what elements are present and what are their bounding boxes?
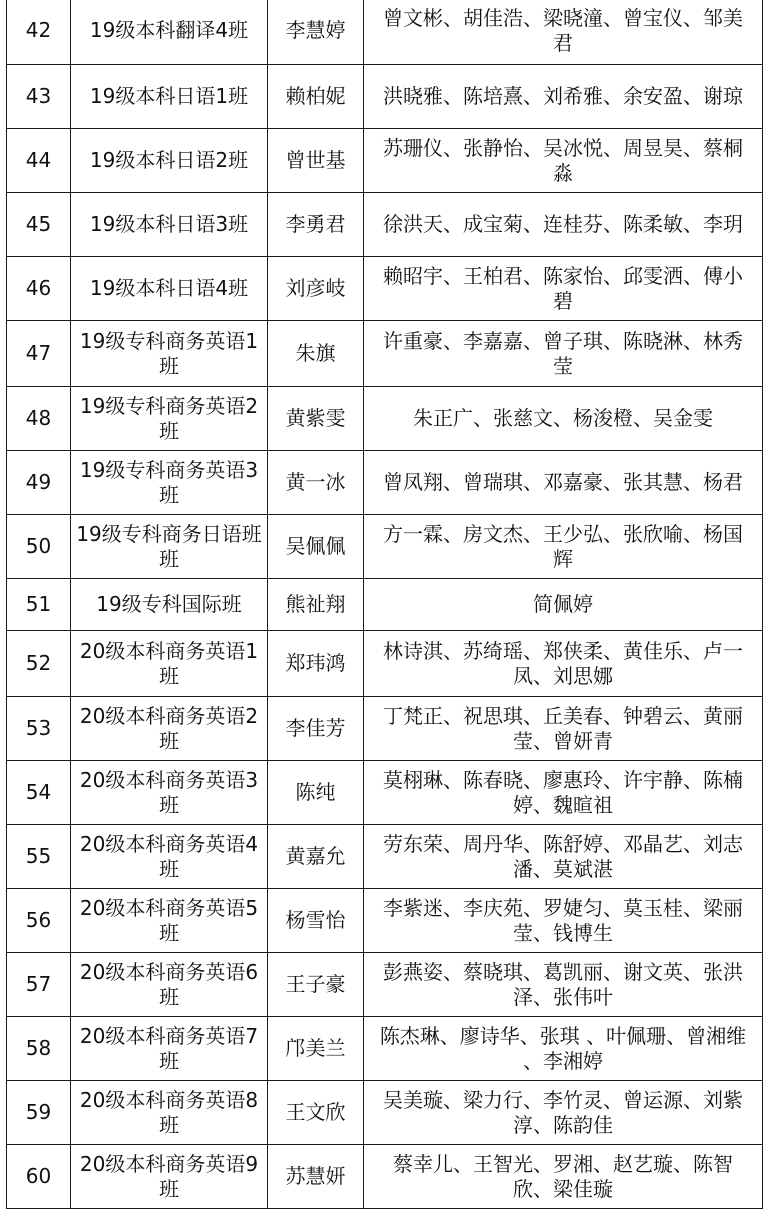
class-name-cell: 19级专科商务英语3班 — [71, 451, 268, 515]
members-cell: 丁梵正、祝思琪、丘美春、钟碧云、黄丽莹、曾妍青 — [364, 697, 763, 761]
leader-name-cell: 熊祉翔 — [268, 579, 364, 631]
leader-name-cell: 陈纯 — [268, 761, 364, 825]
row-number-cell: 42 — [7, 0, 71, 65]
table-row — [7, 387, 763, 451]
leader-name-cell: 吴佩佩 — [268, 515, 364, 579]
class-name-cell: 19级本科日语4班 — [71, 257, 268, 321]
table-row — [7, 953, 763, 1017]
row-number-cell: 58 — [7, 1017, 71, 1081]
members-cell: 吴美璇、梁力行、李竹灵、曾运源、刘紫淳、陈韵佳 — [364, 1081, 763, 1145]
members-cell: 徐洪天、成宝菊、连桂芬、陈柔敏、李玥 — [364, 193, 763, 257]
members-cell: 朱正广、张慈文、杨浚橙、吴金雯 — [364, 387, 763, 451]
leader-name-cell: 苏慧妍 — [268, 1145, 364, 1209]
leader-name-cell: 黄一冰 — [268, 451, 364, 515]
table-row — [7, 515, 763, 579]
members-cell: 彭燕姿、蔡晓琪、葛凯丽、谢文英、张洪泽、张伟叶 — [364, 953, 763, 1017]
members-cell: 洪晓雅、陈培熹、刘希雅、余安盈、谢琼 — [364, 65, 763, 129]
class-name-cell: 19级本科翻译4班 — [71, 0, 268, 65]
table-row — [7, 889, 763, 953]
members-cell: 莫栩琳、陈春晓、廖惠玲、许宇静、陈楠婷、魏暄祖 — [364, 761, 763, 825]
row-number-cell: 45 — [7, 193, 71, 257]
table-row — [7, 1017, 763, 1081]
class-name-cell: 19级本科日语1班 — [71, 65, 268, 129]
leader-name-cell: 李慧婷 — [268, 0, 364, 65]
row-number-cell: 57 — [7, 953, 71, 1017]
row-number-cell: 59 — [7, 1081, 71, 1145]
leader-name-cell: 杨雪怡 — [268, 889, 364, 953]
class-name-cell: 20级本科商务英语4班 — [71, 825, 268, 889]
members-cell: 许重豪、李嘉嘉、曾子琪、陈晓淋、林秀莹 — [364, 321, 763, 387]
members-cell: 林诗淇、苏绮瑶、郑侠柔、黄佳乐、卢一凤、刘思娜 — [364, 631, 763, 697]
table-row — [7, 1081, 763, 1145]
row-number-cell: 52 — [7, 631, 71, 697]
members-cell: 方一霖、房文杰、王少弘、张欣喻、杨国辉 — [364, 515, 763, 579]
table-row — [7, 451, 763, 515]
table-row — [7, 129, 763, 193]
class-name-cell: 20级本科商务英语2班 — [71, 697, 268, 761]
members-cell: 简佩婷 — [364, 579, 763, 631]
leader-name-cell: 黄紫雯 — [268, 387, 364, 451]
leader-name-cell: 朱旗 — [268, 321, 364, 387]
members-cell: 劳东荣、周丹华、陈舒婷、邓晶艺、刘志潘、莫斌湛 — [364, 825, 763, 889]
table-row — [7, 65, 763, 129]
row-number-cell: 53 — [7, 697, 71, 761]
table-row — [7, 257, 763, 321]
members-cell: 蔡幸儿、王智光、罗湘、赵艺璇、陈智欣、梁佳璇 — [364, 1145, 763, 1209]
table-row — [7, 631, 763, 697]
table-row — [7, 579, 763, 631]
leader-name-cell: 黄嘉允 — [268, 825, 364, 889]
members-cell: 李紫迷、李庆苑、罗婕匀、莫玉桂、梁丽莹、钱博生 — [364, 889, 763, 953]
leader-name-cell: 王子豪 — [268, 953, 364, 1017]
row-number-cell: 46 — [7, 257, 71, 321]
members-cell: 苏珊仪、张静怡、吴冰悦、周昱昊、蔡桐淼 — [364, 129, 763, 193]
class-name-cell: 20级本科商务英语3班 — [71, 761, 268, 825]
leader-name-cell: 郑玮鸿 — [268, 631, 364, 697]
class-name-cell: 20级本科商务英语1班 — [71, 631, 268, 697]
members-cell: 曾凤翔、曾瑞琪、邓嘉豪、张其慧、杨君 — [364, 451, 763, 515]
class-name-cell: 19级专科国际班 — [71, 579, 268, 631]
roster-body — [7, 0, 763, 1209]
table-row — [7, 825, 763, 889]
row-number-cell: 48 — [7, 387, 71, 451]
class-name-cell: 20级本科商务英语6班 — [71, 953, 268, 1017]
class-name-cell: 20级本科商务英语5班 — [71, 889, 268, 953]
row-number-cell: 49 — [7, 451, 71, 515]
class-name-cell: 19级本科日语3班 — [71, 193, 268, 257]
leader-name-cell: 李佳芳 — [268, 697, 364, 761]
leader-name-cell: 邝美兰 — [268, 1017, 364, 1081]
class-name-cell: 19级本科日语2班 — [71, 129, 268, 193]
leader-name-cell: 赖柏妮 — [268, 65, 364, 129]
row-number-cell: 47 — [7, 321, 71, 387]
row-number-cell: 43 — [7, 65, 71, 129]
leader-name-cell: 刘彦岐 — [268, 257, 364, 321]
row-number-cell: 56 — [7, 889, 71, 953]
table-row — [7, 1145, 763, 1209]
row-number-cell: 44 — [7, 129, 71, 193]
class-name-cell: 19级专科商务英语1班 — [71, 321, 268, 387]
row-number-cell: 60 — [7, 1145, 71, 1209]
leader-name-cell: 王文欣 — [268, 1081, 364, 1145]
class-name-cell: 19级专科商务英语2班 — [71, 387, 268, 451]
class-name-cell: 20级本科商务英语7班 — [71, 1017, 268, 1081]
row-number-cell: 55 — [7, 825, 71, 889]
row-number-cell: 51 — [7, 579, 71, 631]
members-cell: 陈杰琳、廖诗华、张琪 、叶佩珊、曾湘维 、李湘婷 — [364, 1017, 763, 1081]
class-name-cell: 19级专科商务日语班班 — [71, 515, 268, 579]
table-row — [7, 0, 763, 65]
leader-name-cell: 李勇君 — [268, 193, 364, 257]
leader-name-cell: 曾世基 — [268, 129, 364, 193]
members-cell: 曾文彬、胡佳浩、梁晓潼、曾宝仪、邹美君 — [364, 0, 763, 65]
table-row — [7, 761, 763, 825]
table-row — [7, 321, 763, 387]
class-name-cell: 20级本科商务英语8班 — [71, 1081, 268, 1145]
roster-table — [6, 0, 763, 1209]
table-row — [7, 697, 763, 761]
row-number-cell: 50 — [7, 515, 71, 579]
members-cell: 赖昭宇、王柏君、陈家怡、邱雯洒、傅小碧 — [364, 257, 763, 321]
row-number-cell: 54 — [7, 761, 71, 825]
table-row — [7, 193, 763, 257]
class-name-cell: 20级本科商务英语9班 — [71, 1145, 268, 1209]
